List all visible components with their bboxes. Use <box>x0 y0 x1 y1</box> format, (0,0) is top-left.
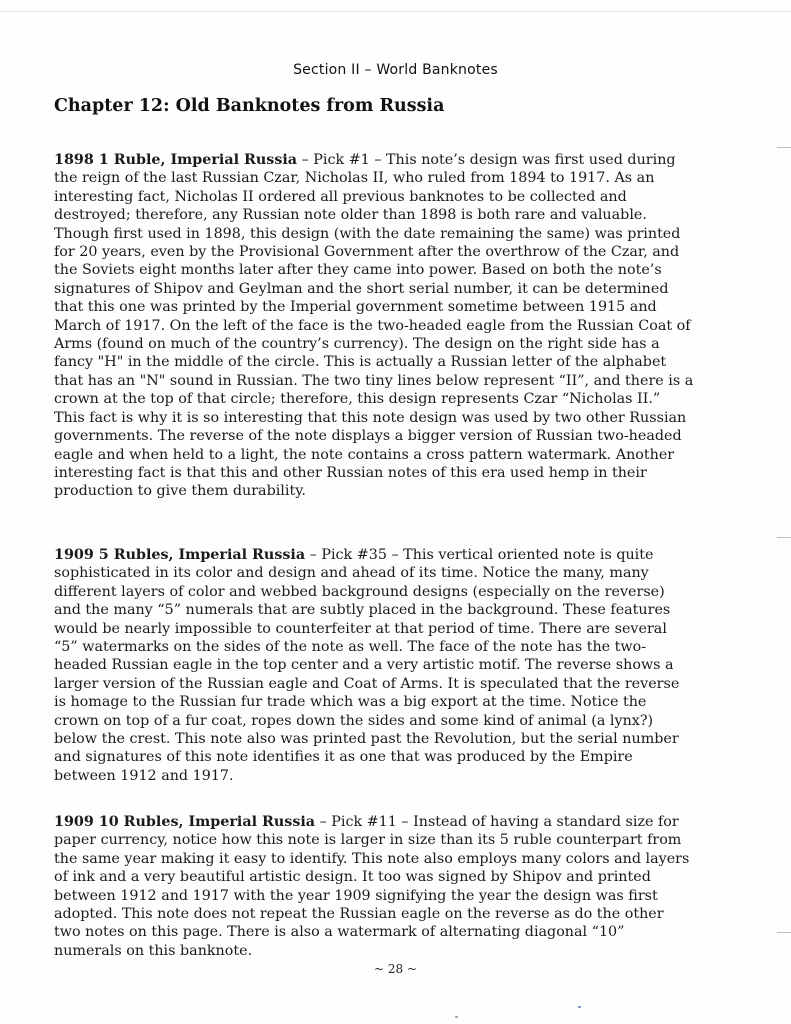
entry-title: 1909 10 Rubles, Imperial Russia <box>54 814 316 830</box>
page-number: ~ 28 ~ <box>373 962 417 976</box>
margin-mark <box>777 147 791 148</box>
entry-title: 1909 5 Rubles, Imperial Russia <box>54 547 306 563</box>
margin-mark <box>777 537 791 538</box>
entry-body: – Pick #1 – This note’s design was first used during the reign of the last Russian Czar, Nicholas II, who ruled from 1894 to 1917. As an interesting fact, Nicholas II ordered all previous banknotes to be collected and destroyed; therefore, any Russian note older than 1898 is both rare and valuable. Though first used in 1898, this design (with the date remaining the same) was printed for 20 years, even by the Provisional Government after the overthrow of the Czar, and the Soviets eight months later after they came into power. Based on both the note’s signatures of Shipov and Geylman and the short serial number, it can be determined that this one was printed by the Imperial government sometime between 1915 and March of 1917. On the left of the face is the two-headed eagle from the Russian Coat of Arms (found on much of the country’s currency). The design on the right side has a fancy "H" in the middle of the circle. This is actually a Russian letter of the alphabet that has an "N" sound in Russian. The two tiny lines below represent “II”, and there is a crown at the top of that circle; therefore, this design represents Czar “Nicholas II.” This fact is why it is so interesting that this note design was used by two other Russian governments. The reverse of the note displays a bigger version of Russian two-headed eagle and when held to a light, the note contains a cross pattern watermark. Another interesting fact is that this and other Russian notes of this era used hemp in their production to give them durability. <box>54 152 694 500</box>
margin-mark <box>777 932 791 933</box>
chapter-title: Chapter 12: Old Banknotes from Russia <box>54 96 445 116</box>
entry-title: 1898 1 Ruble, Imperial Russia <box>54 152 298 168</box>
entry-body: – Pick #35 – This vertical oriented note is quite sophisticated in its color and design and ahead of its time. Notice the many, many different layers of color and webbed background designs (especially on the reverse) and the many “5” numerals that are subtly placed in the background. These features would be nearly impossible to counterfeiter at that period of time. There are several “5” watermarks on the sides of the note as well. The face of the note has the two-headed Russian eagle in the top center and a very artistic motif. The reverse shows a larger version of the Russian eagle and Coat of Arms. It is speculated that the reverse is homage to the Russian fur trade which was a big export at the time. Notice the crown on top of a fur coat, ropes down the sides and some kind of animal (a lynx?) below the crest. This note also was printed past the Revolution, but the serial number and signatures of this note identifies it as one that was produced by the Empire between 1912 and 1917. <box>54 547 680 784</box>
banknote-entry <box>54 546 694 785</box>
entry-body: – Pick #11 – Instead of having a standard size for paper currency, notice how this note is larger in size than its 5 ruble counterpart from the same year making it easy to identify. This note also employs many colors and layers of ink and a very beautiful artistic design. It too was signed by Shipov and printed between 1912 and 1917 with the year 1909 signifying the year the design was first adopted. This note does not repeat the Russian eagle on the reverse as do the other two notes on this page. There is also a watermark of alternating diagonal “10” numerals on this banknote. <box>54 814 690 959</box>
section-header: Section II – World Banknotes <box>293 62 498 78</box>
scan-speck <box>578 1006 581 1008</box>
scan-speck <box>455 1016 458 1018</box>
scan-top-edge <box>0 11 791 12</box>
banknote-entry <box>54 151 694 501</box>
banknote-entry <box>54 813 694 960</box>
